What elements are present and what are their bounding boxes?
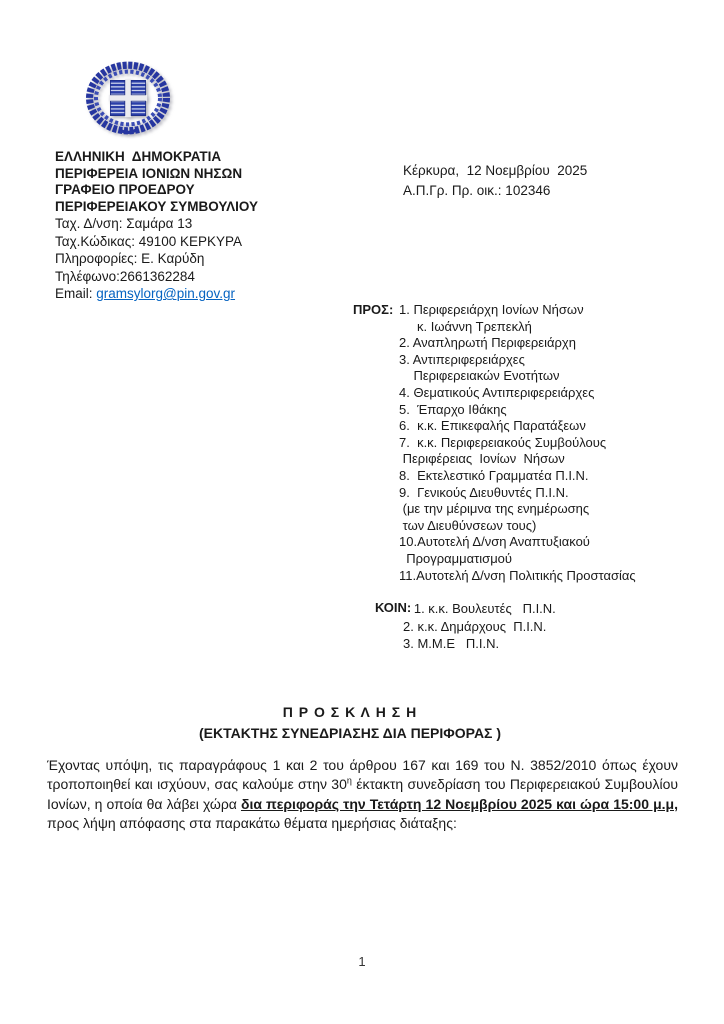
pros-recipient-item: Περιφερειακών Ενοτήτων — [399, 368, 560, 384]
date-protocol-block — [403, 161, 587, 201]
organization-lines — [55, 149, 258, 215]
pros-recipient-item: των Διευθύνσεων τους) — [399, 517, 537, 533]
city-date: Κέρκυρα, 12 Νοεμβρίου 2025 — [403, 163, 588, 178]
organization-line: ΕΛΛΗΝΙΚΗ ΔΗΜΟΚΡΑΤΙΑ — [55, 149, 222, 164]
contact-line: Ταχ. Δ/νση: Σαμάρα 13 — [55, 216, 193, 232]
protocol-number: Α.Π.Γρ. Πρ. οικ.: 102346 — [403, 183, 551, 198]
body-paragraph — [47, 756, 678, 834]
document-title-block — [0, 702, 700, 744]
pros-recipient-item: 10.Αυτοτελή Δ/νση Αναπτυξιακού — [399, 534, 590, 550]
email-label: Email: — [55, 286, 97, 301]
pros-recipient-item: 7. κ.κ. Περιφερειακούς Συμβούλους — [399, 434, 607, 450]
contact-line: Ταχ.Κώδικας: 49100 ΚΕΡΚΥΡΑ — [55, 233, 243, 249]
organization-line: ΠΕΡΙΦΕΡΕΙΑΚΟΥ ΣΥΜΒΟΥΛΙΟΥ — [55, 198, 259, 214]
pros-recipient-item: κ. Ιωάννη Τρεπεκλή — [399, 318, 532, 334]
body-text-2: έκτακτη συνεδρίαση του Περιφερειακού Συμβουλίου Ιονίων, η οποία θα λάβει χώρα — [47, 776, 679, 812]
pros-recipient-item: 1. Περιφερειάρχη Ιονίων Νήσων — [399, 302, 584, 317]
pros-recipient-list — [399, 302, 636, 584]
greek-emblem-icon — [84, 56, 172, 140]
pros-recipient-item: 3. Αντιπεριφερειάρχες — [399, 351, 525, 367]
koin-label: ΚΟΙΝ: — [375, 600, 412, 615]
pros-recipient-item: (με την μέριμνα της ενημέρωσης — [399, 501, 590, 517]
pros-recipient-item: 11.Αυτοτελή Δ/νση Πολιτικής Προστασίας — [399, 567, 636, 583]
koin-recipient-item: 3. Μ.Μ.Ε Π.Ι.Ν. — [403, 636, 500, 652]
document-subtitle: (ΕΚΤΑΚΤΗΣ ΣΥΝΕΔΡΙΑΣΗΣ ΔΙΑ ΠΕΡΙΦΟΡΑΣ ) — [198, 725, 502, 741]
koin-recipient-item: 1. κ.κ. Βουλευτές Π.Ι.Ν. — [403, 601, 556, 616]
pros-recipient-item: Περιφέρειας Ιονίων Νήσων — [399, 451, 565, 467]
pros-recipient-item: Προγραμματισμού — [399, 550, 513, 566]
sender-block — [55, 149, 258, 302]
contact-line: Τηλέφωνο:2661362284 — [55, 268, 195, 284]
contact-line: Πληροφορίες: Ε. Καρύδη — [55, 251, 205, 267]
email-link[interactable]: gramsylorg@pin.gov.gr — [96, 286, 236, 301]
koin-recipient-item: 2. κ.κ. Δημάρχους Π.Ι.Ν. — [403, 618, 547, 634]
koin-recipient-list — [403, 600, 556, 653]
body-text-3: προς λήψη απόφασης στα παρακάτω θέματα ημερήσιας διάταξης: — [47, 815, 457, 832]
organization-line: ΓΡΑΦΕΙΟ ΠΡΟΕΔΡΟΥ — [55, 182, 195, 198]
pros-recipient-item: 4. Θεματικούς Αντιπεριφερειάρχες — [399, 384, 595, 400]
contact-lines — [55, 215, 258, 285]
pros-label: ΠΡΟΣ: — [353, 302, 394, 317]
body-superscript: η — [346, 775, 352, 786]
organization-line: ΠΕΡΙΦΕΡΕΙΑ ΙΟΝΙΩΝ ΝΗΣΩΝ — [55, 165, 243, 181]
email-line — [55, 285, 258, 302]
pros-recipient-item: 6. κ.κ. Επικεφαλής Παρατάξεων — [399, 418, 586, 434]
pros-recipient-item: 5. Έπαρχο Ιθάκης — [399, 401, 507, 417]
page-number: 1 — [358, 954, 366, 969]
document-title: Π Ρ Ο Σ Κ Λ Η Σ Η — [282, 704, 418, 720]
body-text-1: Έχοντας υπόψη, τις παραγράφους 1 και 2 του άρθρου 167 και 169 του Ν. 3852/2010 όπως έχουν τροποποιηθεί και ισχύουν, σας καλούμε στην 30 — [47, 757, 678, 793]
pros-recipient-item: 8. Εκτελεστικό Γραμματέα Π.Ι.Ν. — [399, 467, 589, 483]
body-emphasis-text: δια περιφοράς την Τετάρτη 12 Νοεμβρίου 2025 και ώρα 15:00 μ.μ, — [240, 795, 678, 812]
pros-recipient-item: 2. Αναπληρωτή Περιφερειάρχη — [399, 335, 576, 351]
greek-emblem-logo — [84, 56, 172, 140]
pros-recipient-item: 9. Γενικούς Διευθυντές Π.Ι.Ν. — [399, 484, 569, 500]
